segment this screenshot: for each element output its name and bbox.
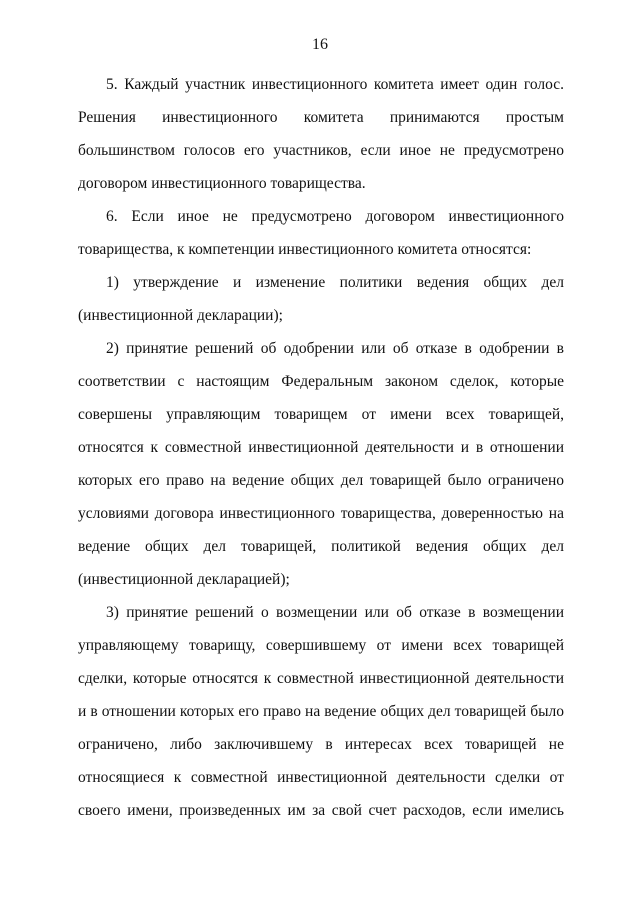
list-item-3: 3) принятие решений о возмещении или об отказе в возмещении управляющему товарищу, совершившему от имени всех товарищей сделки, которые относятся к совместной инвестиционной деятельности и в отношении которых его право на ведение общих дел товарищей было ограничено, либо заключившему в интересах всех товарищей не относящиеся к совместной инвестиционной деятельности сделки от своего имени, произведенных им за свой счет расходов, если имелись <box>78 604 564 819</box>
list-item-2: 2) принятие решений об одобрении или об отказе в одобрении в соответствии с настоящим Федеральным законом сделок, которые совершены управляющим товарищем от имени всех товарищей, относятся к совместной инвестиционной деятельности и в отношении которых его право на ведение общих дел товарищей было ограничено условиями договора инвестиционного товарищества, доверенностью на ведение общих дел товарищей, политикой ведения общих дел (инвестиционной декларацией); <box>78 340 564 588</box>
paragraph-5-voting: 5. Каждый участник инвестиционного комитета имеет один голос. Решения инвестиционного комитета принимаются простым большинством голосов его участников, если иное не предусмотрено договором инвестиционного товарищества. <box>78 76 564 192</box>
paragraph-6-competence: 6. Если иное не предусмотрено договором инвестиционного товарищества, к компетенции инвестиционного комитета относятся: <box>78 208 564 258</box>
document-body <box>78 68 564 827</box>
page-number: 16 <box>312 36 328 53</box>
list-item-1: 1) утверждение и изменение политики ведения общих дел (инвестиционной декларации); <box>78 274 564 324</box>
